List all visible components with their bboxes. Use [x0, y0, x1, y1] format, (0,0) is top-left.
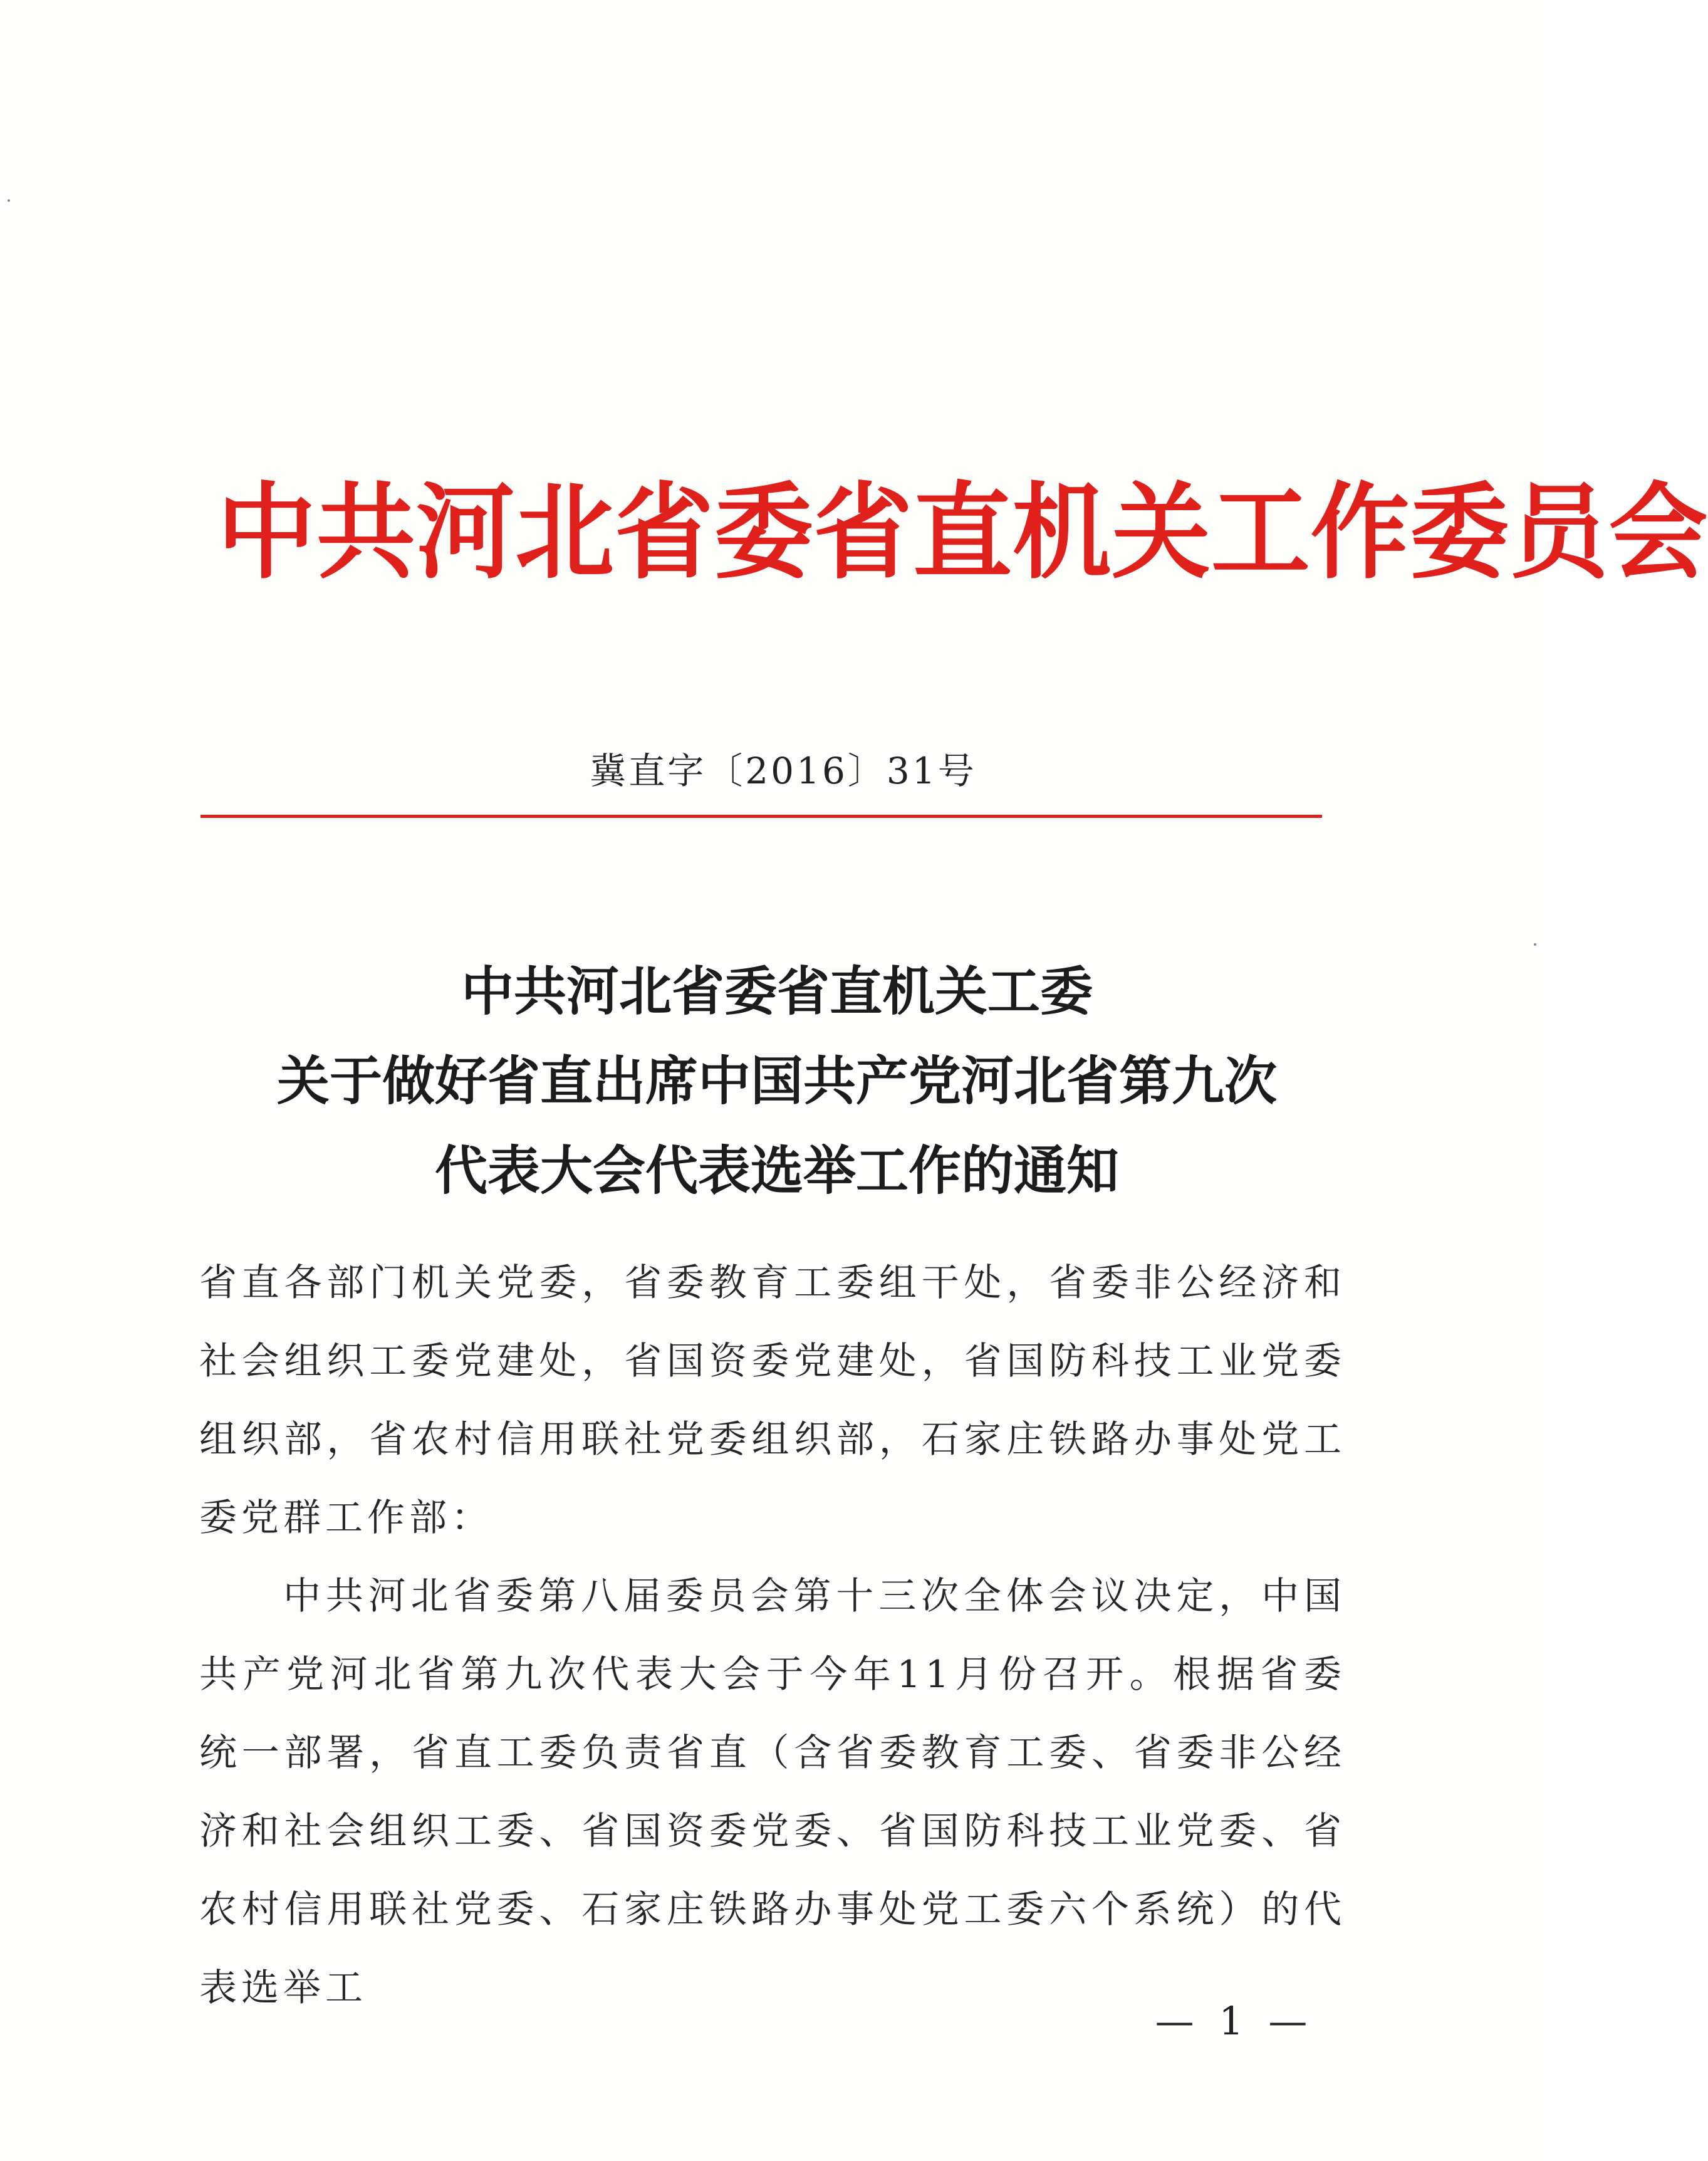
red-separator-rule: [200, 815, 1322, 818]
salutation-paragraph: 省直各部门机关党委，省委教育工委组干处，省委非公经济和社会组织工委党建处，省国资委党建处，省国防科技工业党委组织部，省农村信用联社党委组织部，石家庄铁路办事处党工委党群工作部：: [199, 1261, 1346, 1540]
document-title: [163, 946, 1391, 1215]
issuing-organization-header: 中共河北省委省直机关工作委员会: [217, 471, 1708, 594]
title-line-2: 关于做好省直出席中国共产党河北省第九次: [276, 1050, 1277, 1112]
title-line-3: 代表大会代表选举工作的通知: [434, 1139, 1119, 1201]
title-line-1: 中共河北省委省直机关工委: [461, 960, 1093, 1022]
document-number: 冀直字〔2016〕31号: [590, 750, 977, 792]
page-number: — 1 —: [1155, 1998, 1314, 2044]
body-paragraph-1: 中共河北省委第八届委员会第十三次全体会议决定，中国共产党河北省第九次代表大会于今年11月份召开。根据省委统一部署，省直工委负责省直（含省委教育工委、省委非公经济和社会组织工委、省国资委党委、省国防科技工业党委、省农村信用联社党委、石家庄铁路办事处党工委六个系统）的代表选举工: [199, 1574, 1346, 2010]
scan-speck: [1534, 943, 1536, 946]
scan-speck: [8, 199, 10, 202]
